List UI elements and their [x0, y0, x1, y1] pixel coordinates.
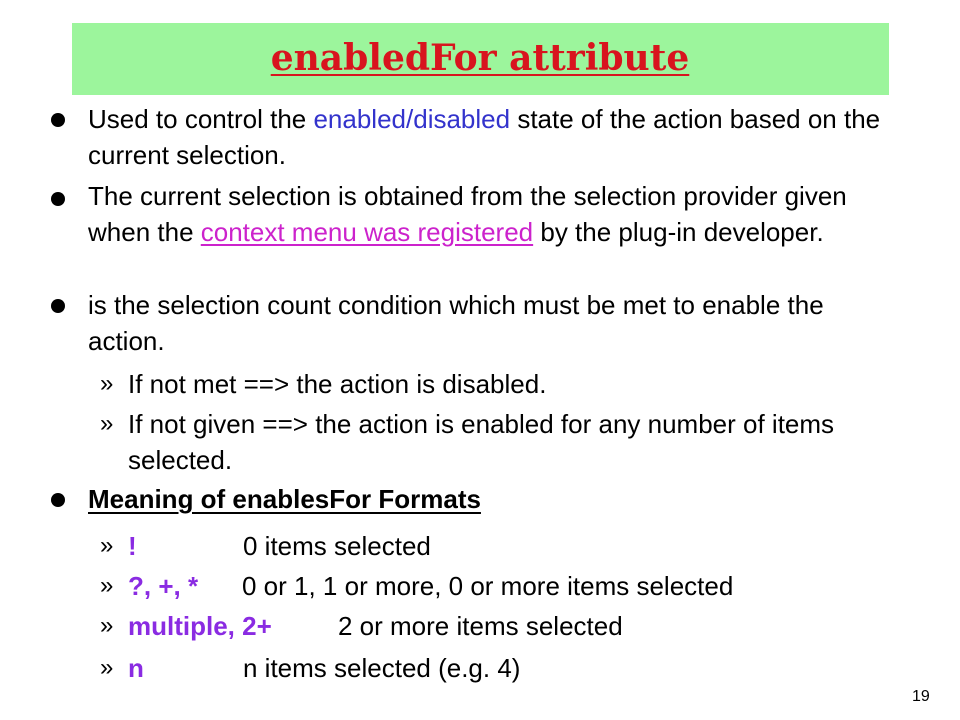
bullet-2 — [88, 178, 888, 250]
format-row — [128, 650, 888, 686]
bullet-dot — [51, 192, 65, 206]
sub-item-2: If not given ==> the action is enabled for any number of items selected. — [128, 409, 835, 475]
format-row — [128, 608, 888, 644]
bullet-3 — [88, 287, 888, 359]
format-code: ?, +, * — [128, 571, 199, 601]
sub-marker: » — [100, 612, 114, 639]
format-desc: n items selected (e.g. 4) — [243, 653, 521, 683]
bullet-2-pre: The current selection is obtained from the selection provider given when the — [88, 181, 847, 247]
format-code: multiple, 2+ — [128, 611, 272, 641]
sub-marker: » — [100, 532, 114, 559]
format-row — [128, 528, 888, 564]
sub-marker: » — [100, 654, 114, 681]
format-desc: 0 or 1, 1 or more, 0 or more items selected — [242, 571, 734, 601]
bullet-dot — [51, 113, 65, 127]
bullet-dot — [51, 299, 65, 313]
bullet-dot — [51, 493, 65, 507]
sub-item-1: If not met ==> the action is disabled. — [128, 369, 547, 399]
format-desc: 2 or more items selected — [338, 611, 623, 641]
sub-marker: » — [100, 370, 114, 397]
meaning-heading: Meaning of enablesFor Formats — [88, 484, 481, 514]
bullet-3-text: is the selection count condition which must be met to enable the action. — [88, 290, 824, 356]
enabled-disabled-highlight: enabled/disabled — [313, 104, 511, 134]
format-desc: 0 items selected — [243, 531, 431, 561]
bullet-1-post: state of the action based on the current selection. — [88, 104, 881, 170]
slide-title: enabledFor attribute — [270, 37, 690, 79]
page-number: 19 — [912, 688, 930, 705]
sub-marker: » — [100, 572, 114, 599]
format-code: n — [128, 653, 144, 683]
context-menu-link[interactable]: context menu was registered — [200, 217, 534, 247]
sub-marker: » — [100, 410, 114, 437]
bullet-1 — [88, 101, 888, 173]
bullet-1-pre: Used to control the — [88, 104, 314, 134]
format-code: ! — [128, 531, 137, 561]
bullet-2-post: by the plug-in developer. — [533, 217, 824, 247]
format-row — [128, 568, 888, 604]
